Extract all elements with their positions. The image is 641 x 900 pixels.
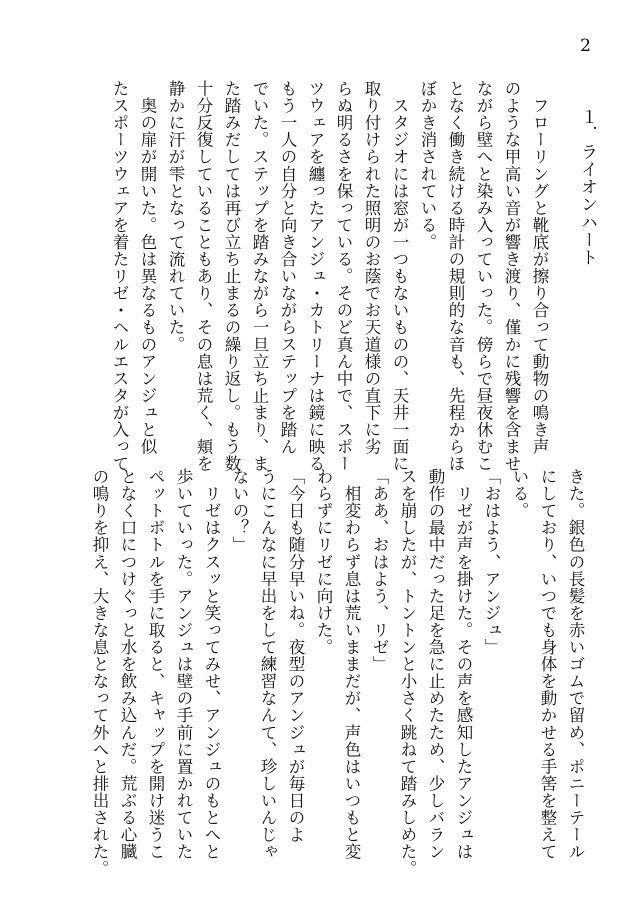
text-line: リゼはクスッと笑ってみせ、アンジュのもとへと — [202, 468, 221, 861]
text-line: となく働き続ける時計の規則的な音も、先程からほ — [446, 80, 465, 473]
text-line: ぼかき消されている。 — [418, 80, 437, 251]
text-line: ツウェアを纏ったアンジュ・カトリーナは鏡に映る — [306, 80, 325, 473]
text-line: にしており、いつでも身体を動かせる手筈を整えて — [538, 468, 557, 861]
text-line: もう一人の自分と向き合いながらステップを踏ん — [278, 80, 297, 456]
text-line: 歩いていった。アンジュは壁の手前に置かれていた — [174, 468, 193, 861]
text-line: 相変わらず息は荒いままだが、声色はいつもと変 — [342, 468, 361, 861]
dialogue-line: 「おはよう、アンジュ」 — [482, 468, 501, 656]
text-line: の鳴りを抑え、大きな息となって外へと排出された。 — [90, 468, 109, 878]
text-line: となく口につけぐっと水を飲み込んだ。荒ぶる心臓 — [118, 468, 137, 861]
text-line: ながら壁へと染み入っていった。傍らで昼夜休むこ — [474, 80, 493, 473]
text-column-top — [105, 80, 601, 473]
text-line: らぬ明るさを保っている。そのど真ん中で、スポー — [334, 80, 353, 473]
text-line: わらずにリゼに向けた。 — [314, 468, 333, 656]
text-line: いる。 — [510, 468, 529, 520]
text-line: 十分反復していることもあり、その息は荒く、頬を — [194, 80, 213, 473]
text-line: でいた。ステップを踏みながら一旦立ち止まり、ま — [250, 80, 269, 473]
text-line: ないの？」 — [230, 468, 249, 554]
text-line: ペットボトルを手に取ると、キャップを開け迷うこ — [146, 468, 165, 861]
dialogue-line: 「ああ、おはよう、リゼ」 — [370, 468, 389, 673]
text-line: スを崩したが、トントンと小さく跳ねて踏みしめた。 — [398, 468, 417, 878]
text-line: のような甲高い音が響き渡り、僅かに残響を含ませ — [502, 80, 521, 473]
text-line: 静かに汗が雫となって流れていた。 — [166, 80, 185, 353]
text-line: た踏みだしては再び立ち止まるの繰り返し。もう数 — [222, 80, 241, 473]
text-line: 奥の扉が開いた。色は異なるものアンジュと似 — [138, 80, 157, 456]
dialogue-line: 「今日も随分早いね。夜型のアンジュが毎日のよ — [286, 468, 305, 844]
text-line: フローリングと靴底が擦り合って動物の鳴き声 — [530, 80, 549, 456]
text-line: たスポーツウェアを着たリゼ・ヘルエスタが入って — [110, 80, 129, 473]
text-line: リゼが声を掛けた。その声を感知したアンジュは — [454, 468, 473, 861]
text-line: 取り付けられた照明のお蔭でお天道様の直下に劣 — [362, 80, 381, 456]
text-column-bottom — [85, 468, 589, 878]
text-line: スタジオには窓が一つもないものの、天井一面に — [390, 80, 409, 473]
text-line: きた。銀色の長髪を赤いゴムで留め、ポニーテール — [566, 468, 585, 861]
text-line: うにこんなに早出をして練習なんて、珍しいんじゃ — [258, 468, 277, 861]
text-line: 動作の最中だった足を急に止めたため、少しバラン — [426, 468, 445, 861]
page-number: 2 — [580, 36, 591, 56]
chapter-heading: １．ライオンハート — [577, 108, 597, 266]
